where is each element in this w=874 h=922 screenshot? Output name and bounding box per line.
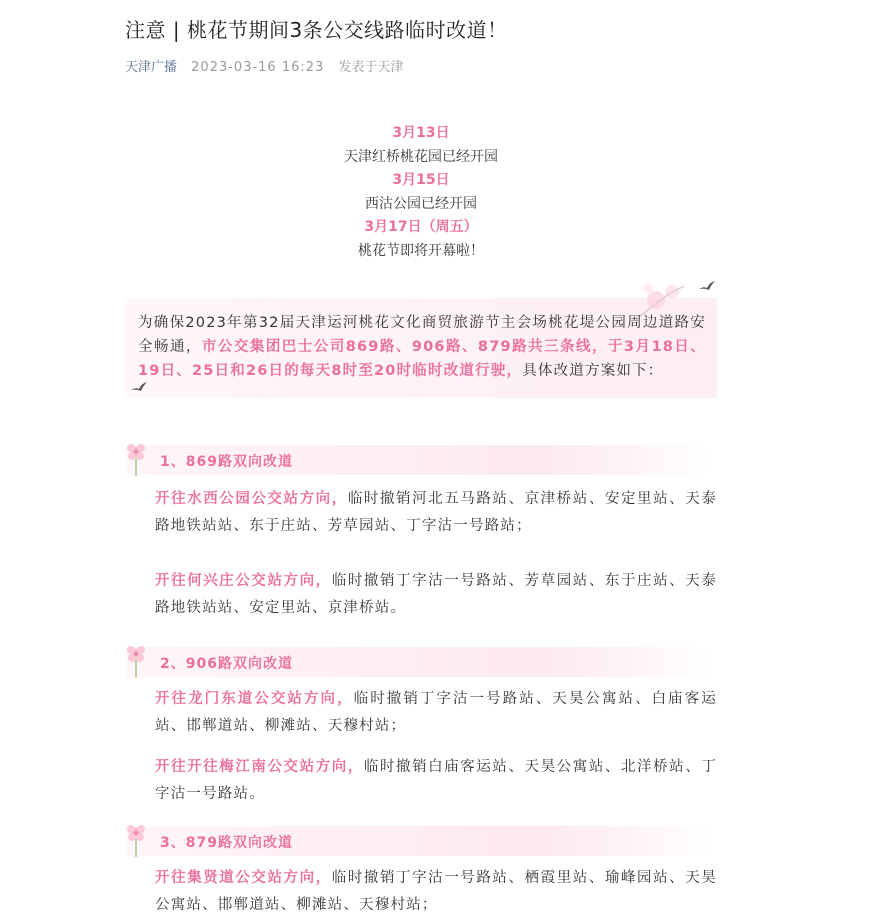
route-paragraph bbox=[155, 865, 717, 919]
publish-time: 2023-03-16 16:23 bbox=[191, 60, 325, 75]
intro-text: 西沽公园已经开园 bbox=[365, 195, 477, 212]
section-title: 3、879路双向改道 bbox=[160, 835, 293, 851]
intro-block bbox=[125, 122, 717, 263]
route-direction: 开往何兴庄公交站方向， bbox=[155, 573, 332, 589]
peach-flower-icon bbox=[124, 821, 148, 859]
peach-flower-icon bbox=[124, 440, 148, 478]
route-paragraph bbox=[155, 486, 717, 540]
route-direction: 开往集贤道公交站方向， bbox=[155, 870, 332, 886]
intro-text: 桃花节即将开幕啦！ bbox=[358, 242, 484, 259]
source-link[interactable]: 天津广播 bbox=[125, 60, 178, 75]
notice-part2: 具体改道方案如下： bbox=[522, 363, 664, 379]
section-title: 2、906路双向改道 bbox=[160, 656, 293, 672]
article-title: 注意 | 桃花节期间3条公交线路临时改道！ bbox=[125, 18, 508, 42]
article-meta bbox=[125, 56, 403, 75]
route-detail: 临时撤销白庙客运站、天昊公寓站、北洋桥站、丁字沽一号路站。 bbox=[155, 759, 717, 802]
intro-date: 3月13日 bbox=[392, 125, 450, 141]
route-detail: 临时撤销丁字沽一号路站、天昊公寓站、白庙客运站、邯郸道站、柳滩站、天穆村站； bbox=[155, 691, 717, 734]
route-direction: 开往开往梅江南公交站方向， bbox=[155, 759, 364, 775]
intro-text: 天津红桥桃花园已经开园 bbox=[344, 148, 498, 165]
route-detail: 临时撤销丁字沽一号路站、栖霞里站、瑜峰园站、天昊公寓站、邯郸道站、柳滩站、天穆村站； bbox=[155, 870, 717, 913]
intro-date: 3月15日 bbox=[392, 172, 450, 188]
route-paragraph bbox=[155, 686, 717, 740]
publish-location: 发表于天津 bbox=[338, 60, 404, 75]
notice-highlight: 市公交集团巴士公司869路、906路、879路共三条线，于3月18日、19日、25日和26日的每天8时至20时临时改道行驶， bbox=[138, 339, 706, 379]
notice-text bbox=[138, 311, 706, 383]
route-paragraph bbox=[155, 754, 717, 808]
route-direction: 开往水西公园公交站方向， bbox=[155, 491, 348, 507]
route-paragraph bbox=[155, 568, 717, 622]
swallow-icon bbox=[698, 280, 716, 292]
section-title: 1、869路双向改道 bbox=[160, 454, 293, 470]
route-direction: 开往龙门东道公交站方向， bbox=[155, 691, 354, 707]
route-detail: 临时撤销河北五马路站、京津桥站、安定里站、天泰路地铁站站、东于庄站、芳草园站、丁字沽一号路站； bbox=[155, 491, 717, 534]
notice-part1: 为确保2023年第32届天津运河桃花文化商贸旅游节主会场桃花堤公园周边道路安全畅通， bbox=[138, 315, 706, 355]
route-detail: 临时撤销丁字沽一号路站、芳草园站、东于庄站、天泰路地铁站站、安定里站、京津桥站。 bbox=[155, 573, 717, 616]
intro-date: 3月17日（周五） bbox=[364, 219, 478, 235]
peach-flower-icon bbox=[124, 642, 148, 680]
